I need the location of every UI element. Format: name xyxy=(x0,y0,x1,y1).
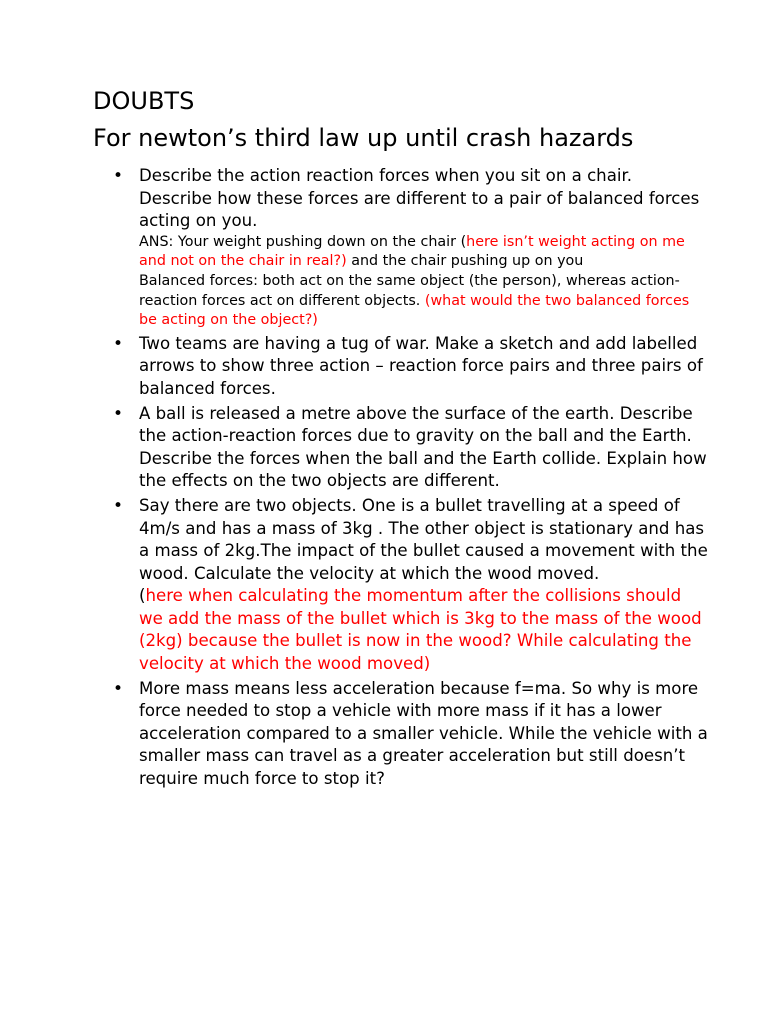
answer-text: and the chair pushing up on you xyxy=(346,253,584,270)
list-item xyxy=(93,495,708,676)
doubt-text: here isn’t weight acting on me and not on the chair in real?) xyxy=(139,233,685,270)
list-item xyxy=(93,678,708,791)
question-text: Say there are two objects. One is a bullet travelling at a speed of 4m/s and has a mass of 3kg . The other object is stationary and has a mass of 2kg.The impact of the bullet caused a movement with the wood. Calculate the velocity at which the wood moved. xyxy=(139,495,708,583)
answer-paragraph xyxy=(139,272,708,331)
doubt-text: here when calculating the momentum after the collisions should we add the mass of the bullet which is 3kg to the mass of the wood (2kg) because the bullet is now in the wood? While calculating the velocity at which the wood moved) xyxy=(139,586,702,674)
question-text: A ball is released a metre above the surface of the earth. Describe the action-reaction forces due to gravity on the ball and the Earth. Describe the forces when the ball and the Earth collide. Explain how the effects on the two objects are different. xyxy=(139,403,707,491)
bullet-icon: • xyxy=(113,678,124,699)
doc-subtitle: For newton’s third law up until crash hazards xyxy=(93,124,634,152)
answer-paragraph xyxy=(139,233,708,272)
question-text: Describe the action reaction forces when you sit on a chair. Describe how these forces are different to a pair of balanced forces acting on you. xyxy=(139,166,700,231)
list-item xyxy=(93,165,708,331)
bullet-icon: • xyxy=(113,403,124,424)
doubt-open-paren: ( xyxy=(139,586,146,606)
question-text: Two teams are having a tug of war. Make a sketch and add labelled arrows to show three action – reaction force pairs and three pairs of balanced forces. xyxy=(139,333,703,398)
bullet-icon: • xyxy=(113,166,124,186)
bullet-icon: • xyxy=(113,333,124,354)
answer-text: Balanced forces: both act on the same object (the person), whereas action-reaction forces act on different objects. xyxy=(139,272,680,309)
answer-text: ANS: Your weight pushing down on the chair ( xyxy=(139,233,467,250)
doubt-paragraph xyxy=(139,585,708,675)
list-item xyxy=(93,333,708,401)
doubt-text: (what would the two balanced forces be acting on the object?) xyxy=(139,292,690,329)
doc-title: DOUBTS xyxy=(93,87,195,115)
list-item xyxy=(93,403,708,493)
question-text: More mass means less acceleration because f=ma. So why is more force needed to stop a vehicle with more mass if it has a lower acceleration compared to a smaller vehicle. While the vehicle with a smaller mass can travel as a greater acceleration but still doesn’t require much force to stop it? xyxy=(139,678,708,789)
question-list xyxy=(93,165,708,791)
bullet-icon: • xyxy=(113,495,124,516)
